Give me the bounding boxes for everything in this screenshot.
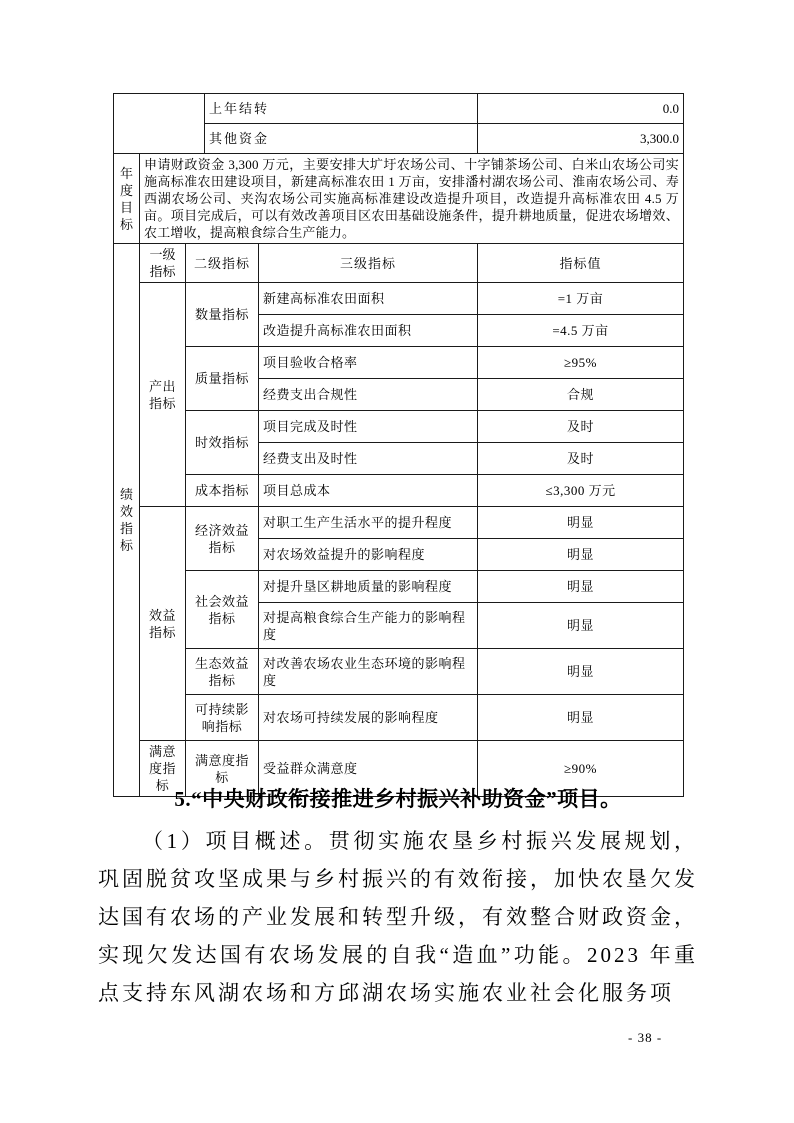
cell-l1-satisfaction: 满意度指标	[140, 741, 186, 797]
cell-value: 及时	[478, 411, 684, 443]
project-5-section	[98, 784, 698, 1012]
cell-l2-quantity: 数量指标	[186, 283, 259, 347]
cell-l3: 对农场效益提升的影响程度	[259, 539, 478, 571]
cell-value: ≤3,300 万元	[478, 475, 684, 507]
project-5-heading: 5.“中央财政衔接推进乡村振兴补助资金”项目。	[174, 787, 622, 811]
other-funds-value: 3,300.0	[478, 124, 684, 154]
cell-l2-ecological: 生态效益指标	[186, 649, 259, 695]
cell-l3: 对农场可持续发展的影响程度	[259, 695, 478, 741]
cell-value: 明显	[478, 603, 684, 649]
cell-value: =1 万亩	[478, 283, 684, 315]
cell-value: 明显	[478, 539, 684, 571]
cell-value: ≥95%	[478, 347, 684, 379]
carryover-label: 上年结转	[205, 94, 478, 124]
empty-corner-cell	[114, 94, 205, 154]
cell-l1-benefit: 效益指标	[140, 507, 186, 741]
performance-target-table	[113, 93, 684, 797]
cell-value: 及时	[478, 443, 684, 475]
cell-l2-quality: 质量指标	[186, 347, 259, 411]
header-level2: 二级指标	[186, 244, 259, 283]
cell-l3: 对提高粮食综合生产能力的影响程度	[259, 603, 478, 649]
cell-l1-output: 产出指标	[140, 283, 186, 507]
annual-goal-label: 年度目标	[114, 154, 140, 244]
carryover-value: 0.0	[478, 94, 684, 124]
cell-l3: 受益群众满意度	[259, 741, 478, 797]
header-level3: 三级指标	[259, 244, 478, 283]
cell-l3: 经费支出合规性	[259, 379, 478, 411]
cell-l3: 对改善农场农业生态环境的影响程度	[259, 649, 478, 695]
cell-value: ≥90%	[478, 741, 684, 797]
cell-l3: 项目完成及时性	[259, 411, 478, 443]
project-5-overview-paragraph: （1）项目概述。贯彻实施农垦乡村振兴发展规划，巩固脱贫攻坚成果与乡村振兴的有效衔接，加快农垦欠发达国有农场的产业发展和转型升级，有效整合财政资金，实现欠发达国有农场发展的自我“造血”功能。2023 年重点支持东风湖农场和方邱湖农场实施农业社会化服务项	[98, 829, 698, 1005]
cell-l2-timeliness: 时效指标	[186, 411, 259, 475]
header-level1: 一级指标	[140, 244, 186, 283]
cell-value: 明显	[478, 695, 684, 741]
cell-value: 明显	[478, 507, 684, 539]
cell-l2-satisfaction: 满意度指标	[186, 741, 259, 797]
cell-l3: 新建高标准农田面积	[259, 283, 478, 315]
cell-value: 合规	[478, 379, 684, 411]
perf-indicators-label: 绩效指标	[114, 244, 140, 797]
header-value: 指标值	[478, 244, 684, 283]
cell-l3: 项目验收合格率	[259, 347, 478, 379]
annual-goal-text: 申请财政资金 3,300 万元，主要安排大圹圩农场公司、十字铺茶场公司、白米山农场公司实施高标准农田建设项目，新建高标准农田 1 万亩，安排潘村湖农场公司、淮南农场公司、寿西湖农场公司、夹沟农场公司实施高标准建设改造提升项目，改造提升高标准农田 4.5 万亩。项目完成后，可以有效改善项目区农田基础设施条件，提升耕地质量，促进农场增效、农工增收，提高粮食综合生产能力。	[140, 154, 684, 244]
cell-l3: 对职工生产生活水平的提升程度	[259, 507, 478, 539]
cell-l3: 项目总成本	[259, 475, 478, 507]
cell-l3: 对提升垦区耕地质量的影响程度	[259, 571, 478, 603]
other-funds-label: 其他资金	[205, 124, 478, 154]
cell-l3: 经费支出及时性	[259, 443, 478, 475]
cell-l2-social: 社会效益指标	[186, 571, 259, 649]
page-number: - 38 -	[628, 1030, 663, 1045]
cell-l2-economic: 经济效益指标	[186, 507, 259, 571]
cell-l2-cost: 成本指标	[186, 475, 259, 507]
cell-l2-sustainable: 可持续影响指标	[186, 695, 259, 741]
cell-l3: 改造提升高标准农田面积	[259, 315, 478, 347]
cell-value: 明显	[478, 649, 684, 695]
cell-value: 明显	[478, 571, 684, 603]
performance-target-table-wrap	[113, 93, 684, 797]
cell-value: =4.5 万亩	[478, 315, 684, 347]
